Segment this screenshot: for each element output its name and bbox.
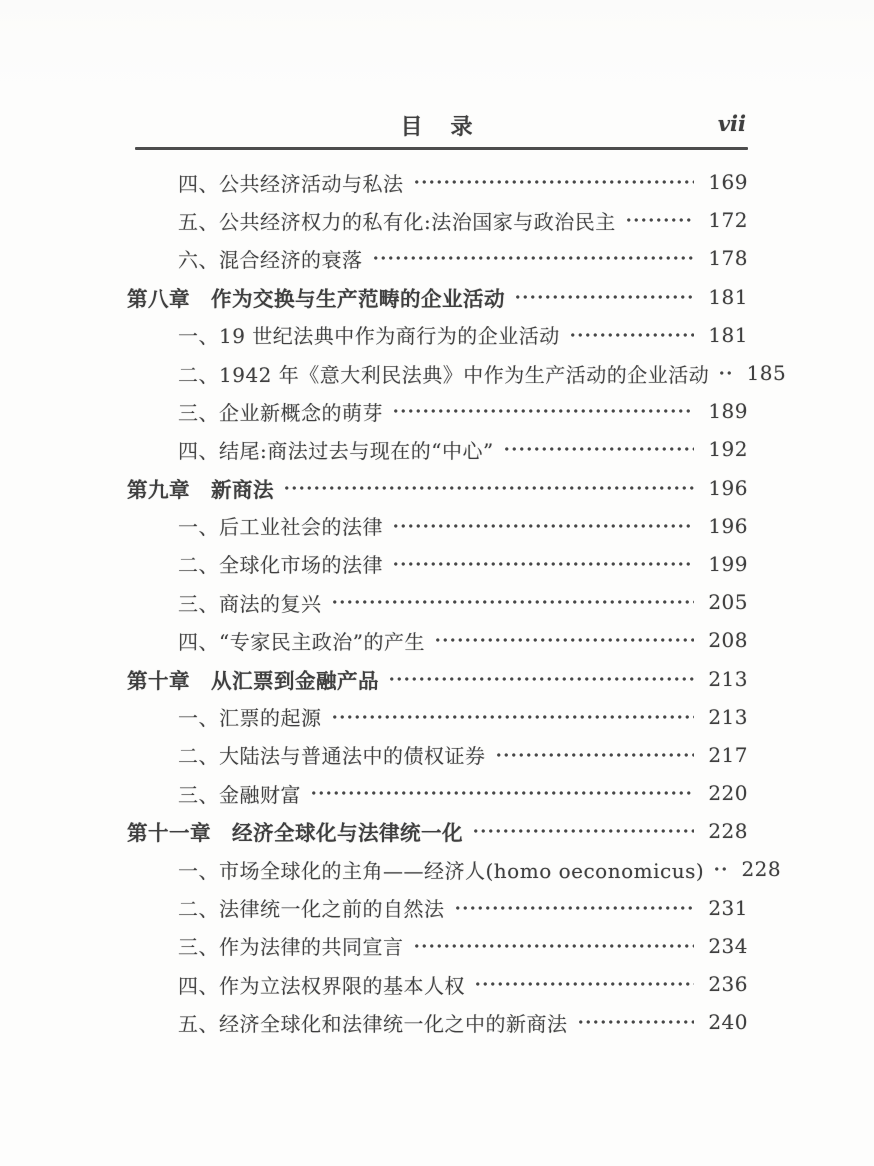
entry-page: 234 — [708, 933, 748, 958]
entry-page: 240 — [708, 1010, 748, 1035]
entry-page: 181 — [708, 284, 748, 309]
dot-leader — [331, 698, 695, 736]
entry-label: 一、后工业社会的法律 — [178, 515, 383, 540]
entry-label: 一、19 世纪法典中作为商行为的企业活动 — [178, 324, 560, 349]
entry-page: 178 — [708, 246, 748, 271]
page-header — [128, 110, 748, 140]
entry-page: 199 — [708, 551, 748, 576]
dot-leader — [495, 736, 695, 774]
entry-page: 208 — [708, 628, 748, 653]
entry-page: 236 — [708, 972, 748, 997]
toc-row — [127, 927, 748, 965]
entry-page: 231 — [708, 895, 748, 920]
entry-label: 二、全球化市场的法律 — [178, 553, 383, 578]
dot-leader — [718, 354, 732, 392]
entry-page: 228 — [708, 819, 748, 844]
toc-row — [127, 1003, 748, 1041]
toc-row — [127, 163, 748, 201]
toc-row — [127, 583, 748, 621]
entry-page: 181 — [708, 322, 748, 347]
dot-leader — [514, 278, 694, 316]
entry-label: 第十一章 经济全球化与法律统一化 — [127, 821, 463, 846]
entry-label: 第九章 新商法 — [127, 477, 274, 502]
entry-page: 172 — [708, 208, 748, 233]
dot-leader — [392, 507, 694, 545]
entry-page: 196 — [708, 513, 748, 538]
entry-label: 第八章 作为交换与生产范畴的企业活动 — [127, 286, 505, 311]
toc-row — [127, 850, 782, 888]
entry-label: 二、大陆法与普通法中的债权证券 — [178, 744, 486, 769]
entry-label: 五、公共经济权力的私有化:法治国家与政治民主 — [178, 209, 616, 234]
dot-leader — [283, 469, 694, 507]
dot-leader — [474, 965, 694, 1003]
entry-page: 205 — [708, 590, 748, 615]
toc-row — [127, 316, 748, 354]
toc-row — [127, 621, 748, 659]
toc-row — [127, 354, 787, 392]
toc-row — [127, 545, 748, 583]
toc-row — [127, 698, 748, 736]
toc-title: 目 录 — [400, 114, 476, 140]
entry-page: 213 — [708, 666, 748, 691]
toc-row — [127, 889, 748, 927]
dot-leader — [454, 889, 695, 927]
dot-leader — [625, 201, 694, 239]
toc-row — [127, 239, 748, 277]
entry-label: 四、公共经济活动与私法 — [178, 171, 404, 196]
entry-label: 三、金融财富 — [178, 782, 301, 807]
entry-label: 三、作为法律的共同宣言 — [178, 935, 404, 960]
toc-row — [127, 469, 748, 507]
dot-leader — [503, 430, 694, 468]
entry-page: 185 — [746, 361, 787, 386]
entry-label: 第十章 从汇票到金融产品 — [127, 668, 379, 693]
toc-row — [127, 659, 748, 697]
toc-row — [127, 278, 748, 316]
entry-page: 169 — [708, 170, 748, 195]
entry-label: 一、市场全球化的主角——经济人(homo oeconomicus) — [178, 858, 705, 883]
dot-leader — [388, 659, 694, 697]
toc-row — [127, 430, 748, 468]
dot-leader — [372, 239, 695, 277]
entry-label: 五、经济全球化和法律统一化之中的新商法 — [178, 1011, 568, 1036]
entry-page: 192 — [708, 437, 748, 462]
entry-label: 三、商法的复兴 — [178, 591, 322, 616]
entry-page: 220 — [708, 781, 748, 806]
toc-list — [127, 163, 787, 1041]
entry-label: 一、汇票的起源 — [178, 706, 322, 731]
toc-row — [127, 812, 748, 850]
entry-page: 213 — [708, 704, 748, 729]
dot-leader — [577, 1003, 695, 1041]
entry-page: 189 — [708, 399, 748, 424]
dot-leader — [569, 316, 694, 354]
dot-leader — [413, 163, 695, 201]
entry-label: 四、结尾:商法过去与现在的“中心” — [178, 438, 494, 463]
entry-page: 228 — [741, 857, 782, 882]
entry-label: 二、1942 年《意大利民法典》中作为生产活动的企业活动 — [178, 362, 710, 387]
dot-leader — [310, 774, 694, 812]
dot-leader — [472, 812, 694, 850]
toc-row — [127, 965, 748, 1003]
dot-leader — [434, 621, 694, 659]
dot-leader — [713, 850, 727, 888]
toc-row — [127, 507, 748, 545]
entry-page: 196 — [708, 475, 748, 500]
dot-leader — [392, 545, 694, 583]
toc-row — [127, 392, 748, 430]
entry-label: 三、企业新概念的萌芽 — [178, 400, 383, 425]
entry-page: 217 — [708, 742, 748, 767]
entry-label: 二、法律统一化之前的自然法 — [178, 897, 445, 922]
toc-row — [127, 774, 748, 812]
dot-leader — [392, 392, 694, 430]
toc-row — [127, 201, 748, 239]
dot-leader — [413, 927, 695, 965]
entry-label: 六、混合经济的衰落 — [178, 247, 363, 272]
entry-label: 四、作为立法权界限的基本人权 — [178, 973, 465, 998]
dot-leader — [331, 583, 695, 621]
entry-label: 四、“专家民主政治”的产生 — [178, 629, 425, 654]
folio-page-number: vii — [717, 111, 746, 136]
header-rule — [135, 147, 748, 150]
toc-row — [127, 736, 748, 774]
